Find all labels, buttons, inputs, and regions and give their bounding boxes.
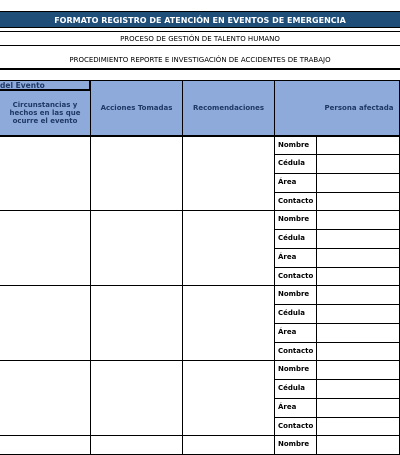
field-value-nombre[interactable] <box>316 360 400 380</box>
field-value-contacto[interactable] <box>316 417 400 436</box>
actions-cell[interactable] <box>90 285 183 361</box>
actions-cell[interactable] <box>90 360 183 436</box>
circumstances-header: Circunstancias y hechos en las que ocurre el evento <box>0 90 91 136</box>
field-label-contacto: Contacto <box>274 342 317 361</box>
recommendations-cell[interactable] <box>182 136 275 211</box>
event-section-label: del Evento <box>0 80 90 90</box>
field-label-contacto: Contacto <box>274 267 317 286</box>
recommendations-cell[interactable] <box>182 210 275 286</box>
field-label-nombre: Nombre <box>274 210 317 230</box>
procedure-title: PROCEDIMIENTO REPORTE E INVESTIGACIÓN DE ACCIDENTES DE TRABAJO <box>0 50 400 70</box>
circumstances-cell[interactable] <box>0 435 91 455</box>
recommendations-cell[interactable] <box>182 435 275 455</box>
field-value-area[interactable] <box>316 398 400 418</box>
field-value-cedula[interactable] <box>316 304 400 324</box>
recommendations-cell[interactable] <box>182 360 275 436</box>
field-label-cedula: Cédula <box>274 229 317 249</box>
field-label-nombre: Nombre <box>274 435 317 455</box>
circumstances-cell[interactable] <box>0 360 91 436</box>
field-label-contacto: Contacto <box>274 417 317 436</box>
field-label-area: Área <box>274 323 317 343</box>
field-value-area[interactable] <box>316 248 400 268</box>
circumstances-cell[interactable] <box>0 136 91 211</box>
field-value-nombre[interactable] <box>316 210 400 230</box>
form-title: FORMATO REGISTRO DE ATENCIÓN EN EVENTOS DE EMERGENCIA <box>0 11 400 28</box>
actions-cell[interactable] <box>90 210 183 286</box>
field-label-cedula: Cédula <box>274 304 317 324</box>
actions-cell[interactable] <box>90 435 183 455</box>
field-value-contacto[interactable] <box>316 342 400 361</box>
field-value-cedula[interactable] <box>316 154 400 174</box>
field-value-area[interactable] <box>316 173 400 193</box>
field-label-contacto: Contacto <box>274 192 317 211</box>
circumstances-cell[interactable] <box>0 285 91 361</box>
field-label-cedula: Cédula <box>274 379 317 399</box>
event-records-grid <box>0 136 400 450</box>
actions-header: Acciones Tomadas <box>90 80 183 136</box>
field-label-area: Área <box>274 248 317 268</box>
field-label-cedula: Cédula <box>274 154 317 174</box>
field-label-nombre: Nombre <box>274 136 317 155</box>
field-value-cedula[interactable] <box>316 229 400 249</box>
field-label-area: Área <box>274 398 317 418</box>
process-title: PROCESO DE GESTIÓN DE TALENTO HUMANO <box>0 31 400 46</box>
affected-person-header: Persona afectada <box>274 80 400 136</box>
field-value-contacto[interactable] <box>316 192 400 211</box>
field-label-nombre: Nombre <box>274 360 317 380</box>
recommendations-cell[interactable] <box>182 285 275 361</box>
field-label-nombre: Nombre <box>274 285 317 305</box>
field-value-cedula[interactable] <box>316 379 400 399</box>
field-value-nombre[interactable] <box>316 435 400 455</box>
field-value-nombre[interactable] <box>316 285 400 305</box>
actions-cell[interactable] <box>90 136 183 211</box>
field-value-nombre[interactable] <box>316 136 400 155</box>
field-label-area: Área <box>274 173 317 193</box>
circumstances-cell[interactable] <box>0 210 91 286</box>
field-value-area[interactable] <box>316 323 400 343</box>
field-value-contacto[interactable] <box>316 267 400 286</box>
recommendations-header: Recomendaciones <box>182 80 275 136</box>
